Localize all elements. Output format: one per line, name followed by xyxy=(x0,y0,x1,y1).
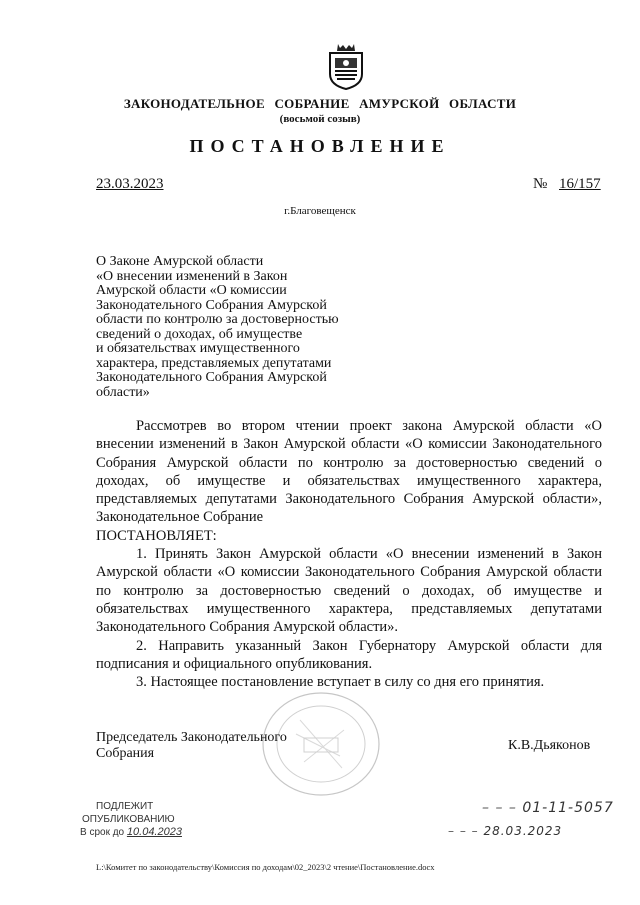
signatory-title xyxy=(96,730,287,762)
subject-line: Амурской области «О комиссии xyxy=(96,283,287,298)
subject-line: сведений о доходах, об имуществе xyxy=(96,326,303,342)
preamble-paragraph: Рассмотрев во втором чтении проект закона Амурской области «О внесении изменений в Закон Амурской области «О комиссии Законодательного Собрания Амурской области по контролю за достоверностью сведений о доходах, об имуществе и обязательствах имущественного характера, представляемых депутатами Законодательного Собрания Амурской области», Законодательное Собрание xyxy=(96,418,602,526)
registration-number xyxy=(482,800,614,816)
document-type-title: ПОСТАНОВЛЕНИЕ xyxy=(189,136,451,156)
registration-number-value: 01-11-5057 xyxy=(522,800,614,816)
resolution-item-2: 2. Направить указанный Закон Губернатору Амурской области для подписания и официального опубликования. xyxy=(96,637,602,672)
document-date: 23.03.2023 xyxy=(96,176,164,192)
number-sign: № xyxy=(533,176,548,192)
signatory-name: К.В.Дьяконов xyxy=(508,738,591,753)
subject-line: области» xyxy=(96,384,150,400)
subject-line: характера, представляемых депутатами xyxy=(96,355,332,371)
publication-deadline xyxy=(80,826,210,839)
deadline-date: 10.04.2023 xyxy=(126,826,182,838)
subject-line: и обязательствах имущественного xyxy=(96,341,300,356)
subject-line: «О внесении изменений в Закон xyxy=(96,268,288,284)
convocation: (восьмой созыв) xyxy=(279,113,361,125)
coat-of-arms-emblem xyxy=(326,42,366,90)
dash-separator: – – – xyxy=(482,800,517,816)
subject-line: Законодательного Собрания Амурской xyxy=(96,297,327,313)
resolves-heading: ПОСТАНОВЛЯЕТ: xyxy=(96,527,217,544)
signatory-title-line: Председатель Законодательного xyxy=(96,730,287,745)
resolution-item-3: 3. Настоящее постановление вступает в силу со дня его принятия. xyxy=(136,674,545,691)
file-path-footer: L:\Комитет по законодательству\Комиссия по доходам\02_2023\2 чтение\Постановление.docx xyxy=(96,862,435,872)
subject-line: О Законе Амурской области xyxy=(96,254,264,269)
resolution-item-1: 1. Принять Закон Амурской области «О внесении изменений в Закон Амурской области «О комиссии Законодательного Собрания Амурской области по контролю за достоверностью сведений о доходах, об имуществе и обязательствах имущественного характера, представляемых депутатами Законодательного Собрания Амурской области». xyxy=(96,546,602,636)
document-body xyxy=(96,417,602,691)
organization-name: ЗАКОНОДАТЕЛЬНОЕ СОБРАНИЕ АМУРСКОЙ ОБЛАСТИ xyxy=(123,96,517,111)
dash-separator: – – – xyxy=(448,824,479,838)
publication-stamp-line: ПОДЛЕЖИТ xyxy=(96,801,154,812)
deadline-prefix: В срок до xyxy=(80,827,125,838)
document-subject xyxy=(96,255,396,400)
document-number: 16/157 xyxy=(559,176,601,192)
registration-date-value: 28.03.2023 xyxy=(483,824,563,838)
registration-date xyxy=(448,824,562,838)
signatory-title-line: Собрания xyxy=(96,746,155,761)
subject-line: области по контролю за достоверностью xyxy=(96,312,339,327)
publication-stamp-line: ОПУБЛИКОВАНИЮ xyxy=(82,814,175,825)
city-name: г.Благовещенск xyxy=(284,205,356,217)
publication-stamp xyxy=(80,800,210,839)
subject-line: Законодательного Собрания Амурской xyxy=(96,370,327,385)
